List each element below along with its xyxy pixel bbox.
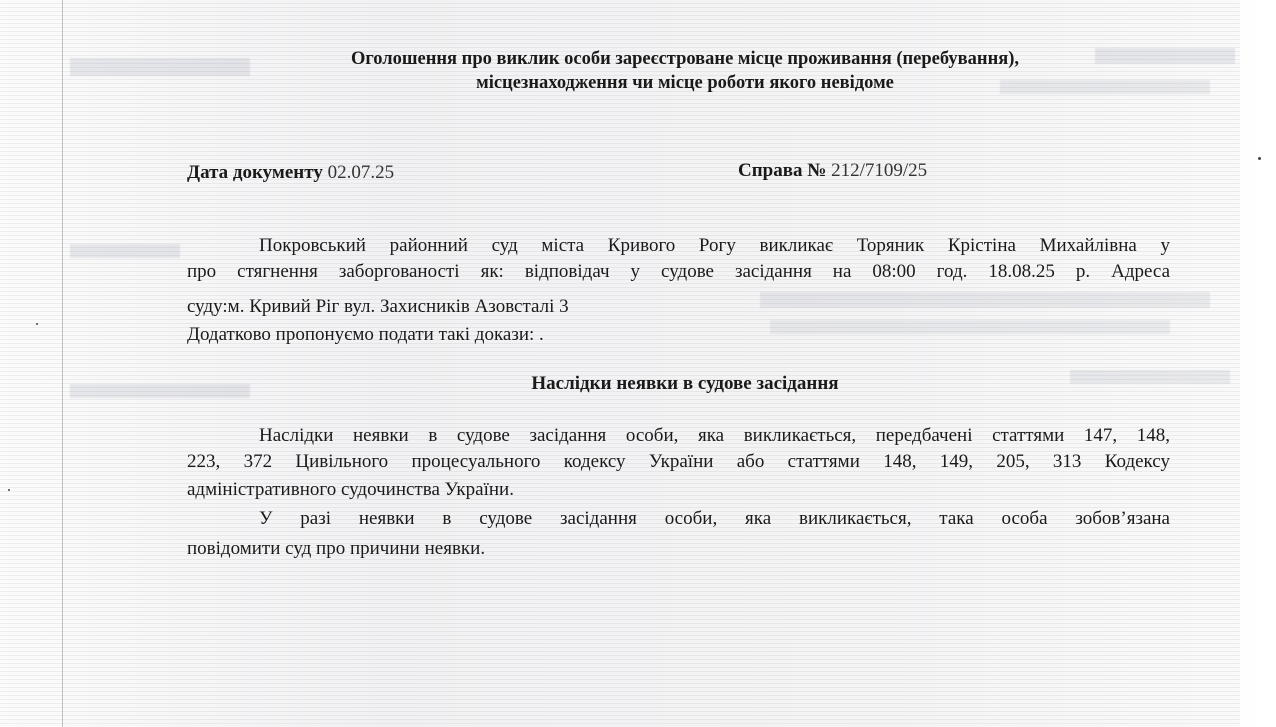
summons-line-1: Покровський районний суд міста Кривого Рогу викликає Торяник Крістіна Михайлівна у	[259, 235, 1170, 256]
notice-title	[190, 47, 1180, 95]
date-label: Дата документу	[187, 162, 323, 183]
consequences-p2-line-1: У разі неявки в судове засідання особи, яка викликається, така особа зобов’язана	[259, 508, 1170, 529]
scan-speck	[8, 489, 10, 491]
case-number-row	[738, 158, 1038, 184]
notice-title-line-1: Оголошення про виклик особи зареєстроване місце проживання (перебування),	[350, 49, 1020, 69]
consequences-p2-line-2: повідомити суд про причини неявки.	[187, 538, 486, 559]
consequences-p1-line-2: 223, 372 Цивільного процесуального кодексу України або статтями 148, 149, 205, 313 Кодексу	[187, 451, 1170, 472]
consequences-heading: Наслідки неявки в судове засідання	[531, 373, 839, 394]
scan-speck	[1258, 157, 1261, 160]
consequences-p1-line-3: адміністративного судочинства України.	[187, 479, 514, 500]
evidence-request: Додатково пропонуємо подати такі докази: .	[187, 324, 544, 345]
case-value: 212/7109/25	[831, 160, 928, 181]
scan-speck	[36, 323, 38, 325]
summons-line-2: про стягнення заборгованості як: відповідач у судове засідання на 08:00 год. 18.08.25 р. Адреса	[187, 261, 1170, 282]
case-label: Справа №	[738, 160, 827, 181]
consequences-p1-line-1: Наслідки неявки в судове засідання особи, яка викликається, передбачені статтями 147, 148,	[259, 425, 1170, 446]
court-address: суду:м. Кривий Ріг вул. Захисників Азовсталі 3	[187, 296, 569, 317]
date-value: 02.07.25	[327, 162, 395, 183]
notice-title-line-2: місцезнаходження чи місце роботи якого невідоме	[476, 73, 894, 93]
